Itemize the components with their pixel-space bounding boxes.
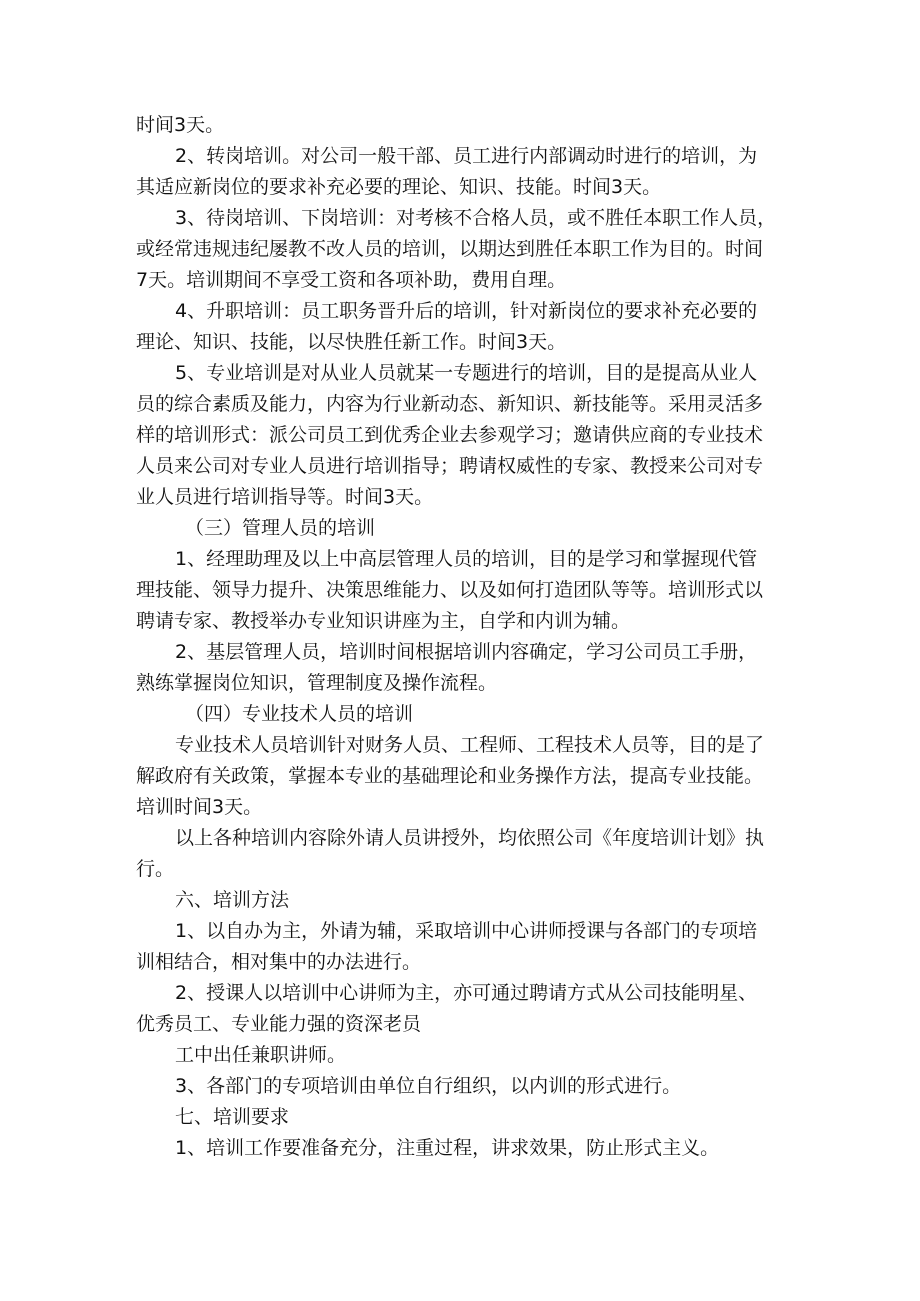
text-line: 3、待岗培训、下岗培训：对考核不合格人员，或不胜任本职工作人员， xyxy=(175,207,777,229)
text-line: 5、专业培训是对从业人员就某一专题进行的培训，目的是提高从业人 xyxy=(175,362,758,384)
text-line: 7天。培训期间不享受工资和各项补助，费用自理。 xyxy=(136,269,567,291)
text-line: 理论、知识、技能，以尽快胜任新工作。时间3天。 xyxy=(136,331,567,353)
text-line: 专业技术人员培训针对财务人员、工程师、工程技术人员等，目的是了 xyxy=(175,734,765,756)
text-line: 优秀员工、专业能力强的资深老员 xyxy=(136,1013,422,1035)
text-line: 业人员进行培训指导等。时间3天。 xyxy=(136,486,434,508)
text-line: 聘请专家、教授举办专业知识讲座为主，自学和内训为辅。 xyxy=(136,610,631,632)
text-line: 2、授课人以培训中心讲师为主，亦可通过聘请方式从公司技能明星、 xyxy=(175,982,758,1004)
text-line: 2、转岗培训。对公司一般干部、员工进行内部调动时进行的培训，为 xyxy=(175,145,758,167)
text-line: 1、培训工作要准备充分，注重过程，讲求效果，防止形式主义。 xyxy=(175,1137,720,1159)
text-line: 解政府有关政策，掌握本专业的基础理论和业务操作方法，提高专业技能。 xyxy=(136,765,764,787)
text-line: 4、升职培训：员工职务晋升后的培训，针对新岗位的要求补充必要的 xyxy=(175,300,758,322)
text-line: 培训时间3天。 xyxy=(136,796,263,818)
section-heading: （四）专业技术人员的培训 xyxy=(185,703,414,725)
section-heading: （三）管理人员的培训 xyxy=(185,517,376,539)
text-line: 或经常违规违纪屡教不改人员的培训，以期达到胜任本职工作为目的。时间 xyxy=(136,238,764,260)
text-line: 其适应新岗位的要求补充必要的理论、知识、技能。时间3天。 xyxy=(136,176,662,198)
text-line: 训相结合，相对集中的办法进行。 xyxy=(136,951,422,973)
text-line: 3、各部门的专项培训由单位自行组织，以内训的形式进行。 xyxy=(175,1075,682,1097)
section-heading: 六、培训方法 xyxy=(175,889,290,911)
text-line: 工中出任兼职讲师。 xyxy=(175,1044,347,1066)
text-line: 样的培训形式：派公司员工到优秀企业去参观学习；邀请供应商的专业技术 xyxy=(136,424,764,446)
text-line: 2、基层管理人员，培训时间根据培训内容确定，学习公司员工手册， xyxy=(175,641,758,663)
text-line: 人员来公司对专业人员进行培训指导；聘请权威性的专家、教授来公司对专 xyxy=(136,455,764,477)
text-line: 理技能、领导力提升、决策思维能力、以及如何打造团队等等。培训形式以 xyxy=(136,579,764,601)
text-line: 熟练掌握岗位知识，管理制度及操作流程。 xyxy=(136,672,498,694)
text-line: 员的综合素质及能力，内容为行业新动态、新知识、新技能等。采用灵活多 xyxy=(136,393,764,415)
text-line: 1、以自办为主，外请为辅，采取培训中心讲师授课与各部门的专项培 xyxy=(175,920,758,942)
text-line: 以上各种培训内容除外请人员讲授外，均依照公司《年度培训计划》执 xyxy=(175,827,765,849)
text-line: 行。 xyxy=(136,858,175,880)
text-line: 1、经理助理及以上中高层管理人员的培训，目的是学习和掌握现代管 xyxy=(175,548,758,570)
section-heading: 七、培训要求 xyxy=(175,1106,290,1128)
text-line: 时间3天。 xyxy=(136,114,225,136)
